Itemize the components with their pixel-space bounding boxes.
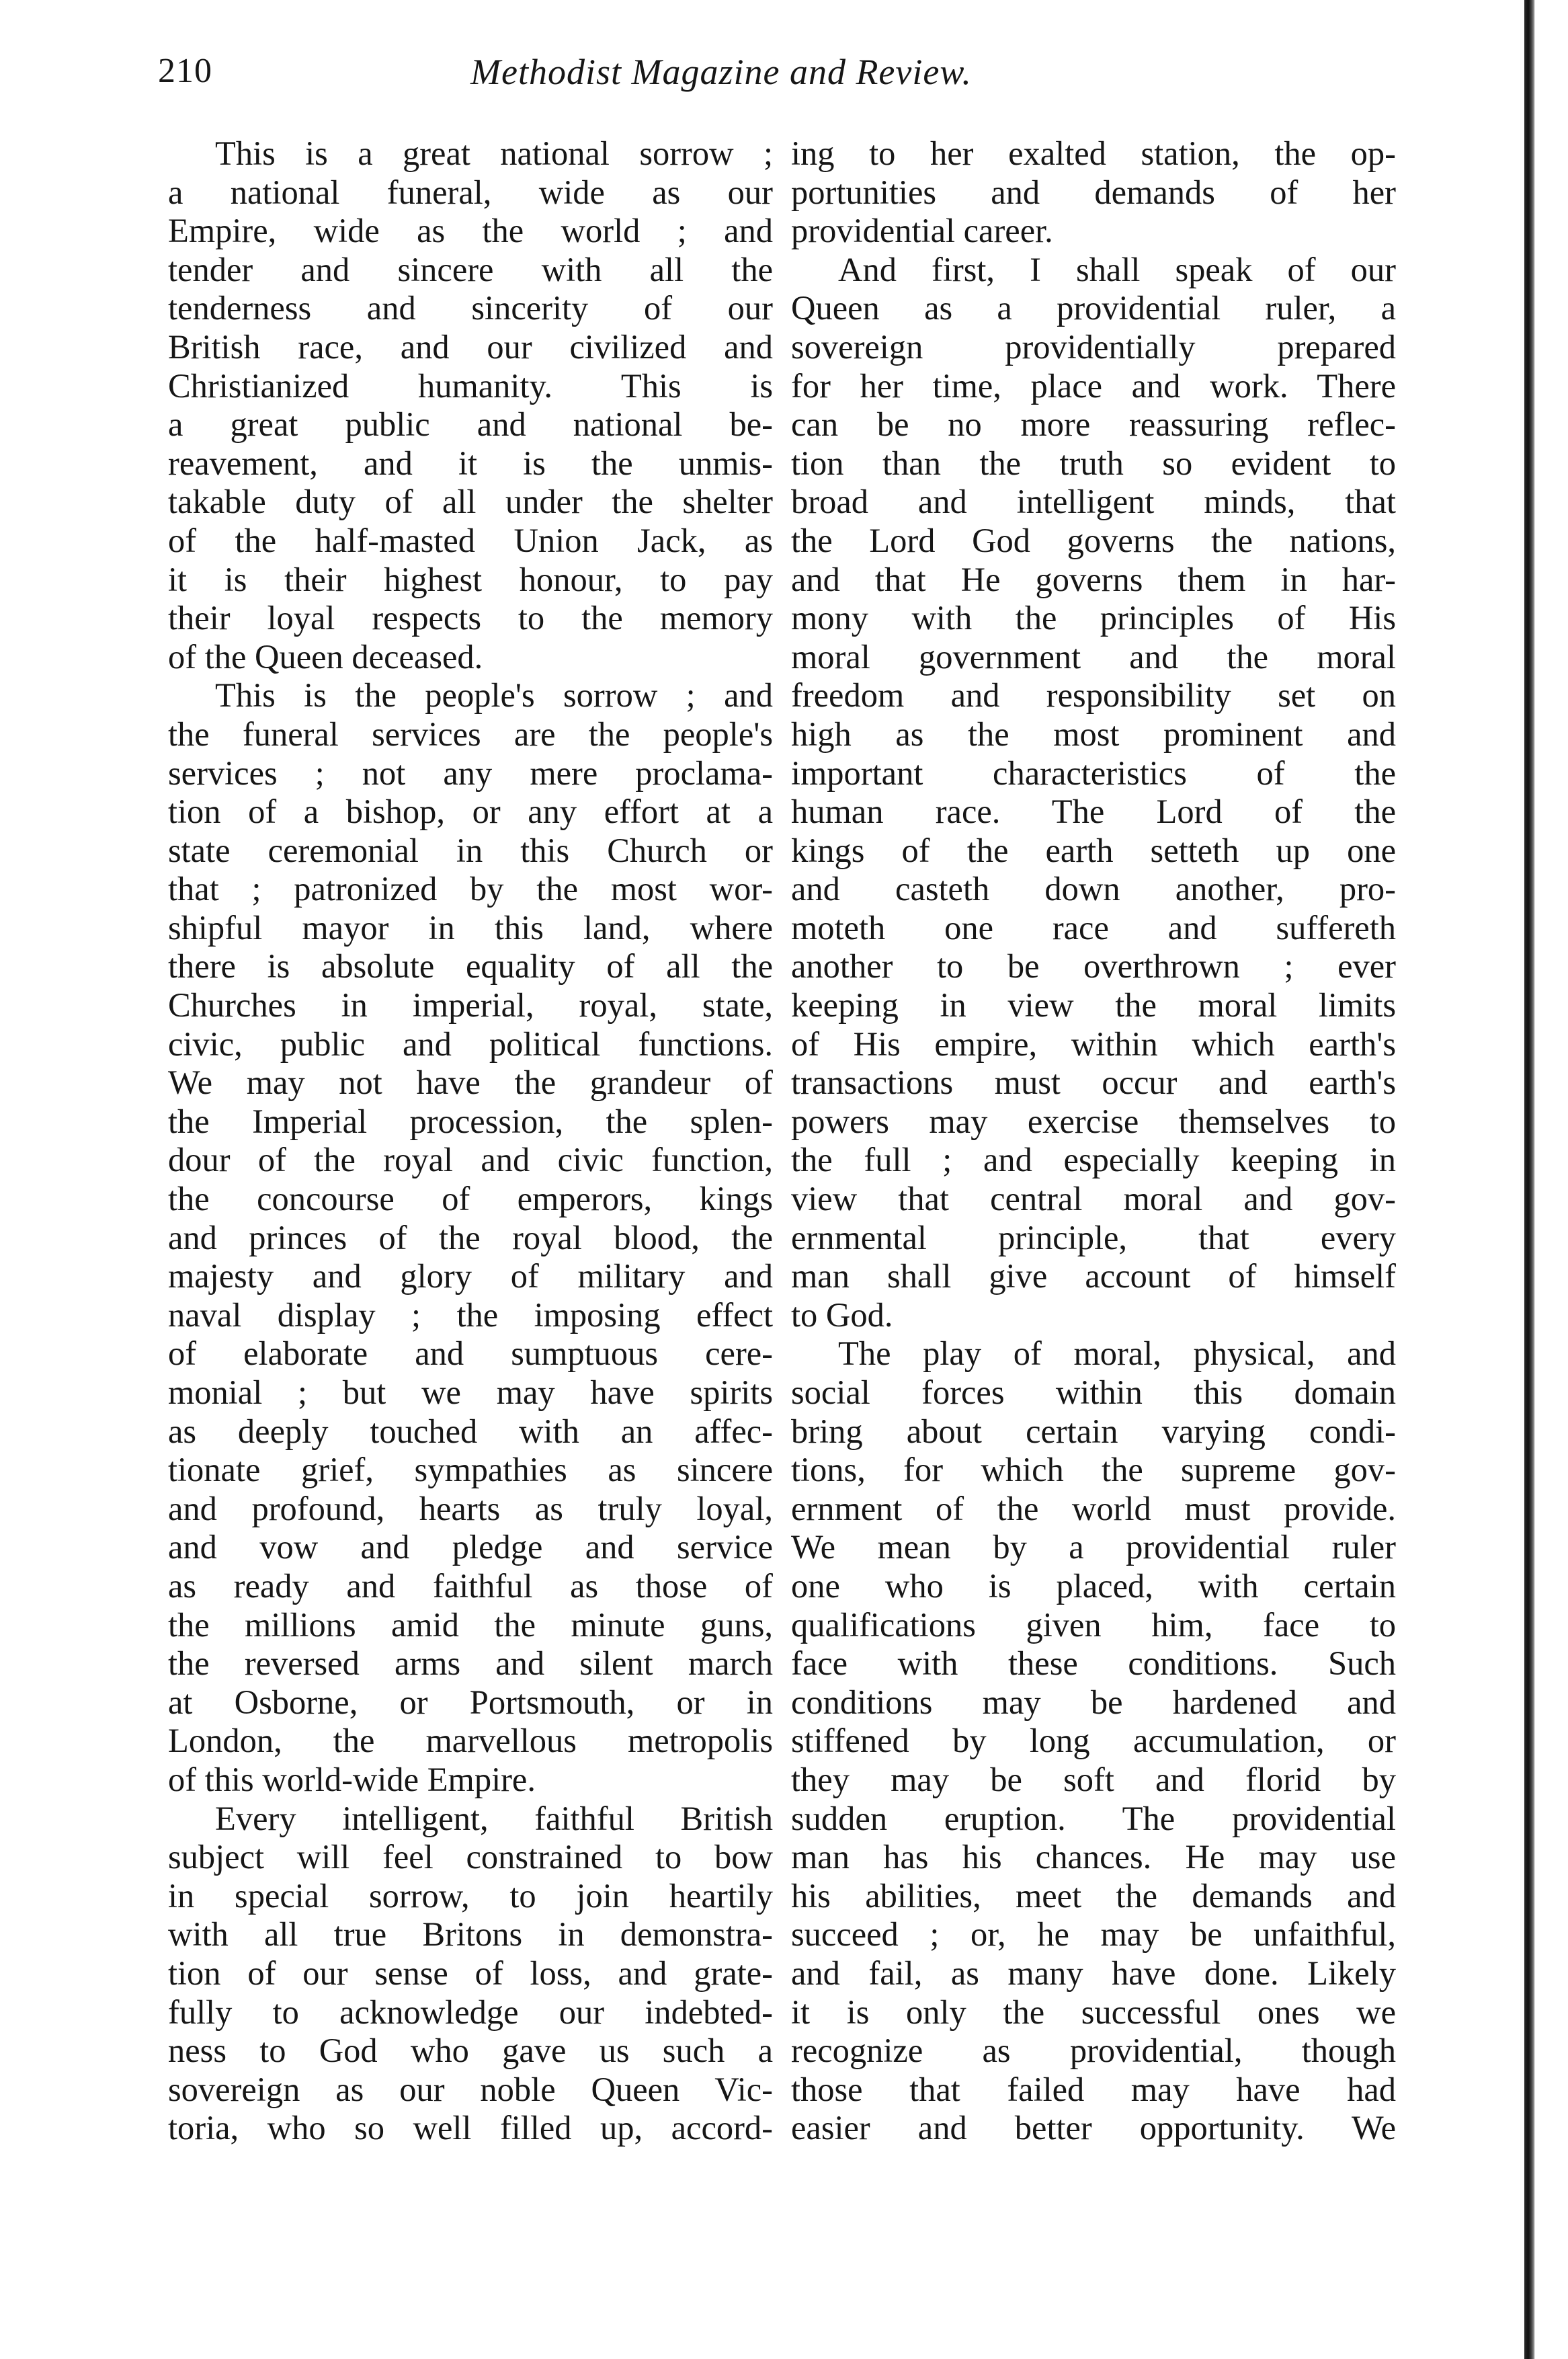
text-line: can be no more reassuring reflec- <box>791 405 1396 444</box>
text-line: tion than the truth so evident to <box>791 444 1396 482</box>
text-line: reavement, and it is the unmis- <box>168 444 773 482</box>
text-line: those that failed may have had <box>791 2070 1396 2108</box>
text-line: tenderness and sincerity of our <box>168 289 773 327</box>
text-line: conditions may be hardened and <box>791 1683 1396 1721</box>
text-line: that ; patronized by the most wor- <box>168 870 773 908</box>
text-line: with all true Britons in demonstra- <box>168 1915 773 1954</box>
text-line: fully to acknowledge our indebted- <box>168 1993 773 2031</box>
text-line: services ; not any mere proclama- <box>168 754 773 792</box>
text-line: qualifications given him, face to <box>791 1605 1396 1644</box>
text-line: tender and sincere with all the <box>168 250 773 288</box>
text-line: Christianized humanity. This is <box>168 366 773 405</box>
text-line: the reversed arms and silent march <box>168 1644 773 1683</box>
text-line: tionate grief, sympathies as sincere <box>168 1451 773 1489</box>
text-line: sovereign providentially prepared <box>791 327 1396 366</box>
text-line: subject will feel constrained to bow <box>168 1838 773 1876</box>
text-line: of this world-wide Empire. <box>168 1760 536 1798</box>
text-line: of His empire, within which earth's <box>791 1025 1396 1063</box>
text-line: monial ; but we may have spirits <box>168 1373 773 1411</box>
text-line: takable duty of all under the shelter <box>168 483 773 521</box>
text-line: for her time, place and work. There <box>791 366 1396 405</box>
text-line: the full ; and especially keeping in <box>791 1141 1396 1179</box>
text-line: sudden eruption. The providential <box>791 1799 1396 1837</box>
text-line: of elaborate and sumptuous cere- <box>168 1334 773 1373</box>
text-line: the funeral services are the people's <box>168 715 773 753</box>
text-line: at Osborne, or Portsmouth, or in <box>168 1683 773 1721</box>
text-line: Churches in imperial, royal, state, <box>168 986 773 1025</box>
text-line: civic, public and political functions. <box>168 1025 773 1063</box>
text-line: their loyal respects to the memory <box>168 599 773 637</box>
text-line: And first, I shall speak of our <box>838 250 1396 288</box>
text-line: Empire, wide as the world ; and <box>168 212 773 250</box>
page-header <box>0 47 1568 108</box>
text-line: and profound, hearts as truly loyal, <box>168 1489 773 1527</box>
text-line: there is absolute equality of all the <box>168 947 773 986</box>
text-line: We mean by a providential ruler <box>791 1528 1396 1566</box>
text-line: transactions must occur and earth's <box>791 1064 1396 1102</box>
text-line: Every intelligent, faithful British <box>215 1799 773 1837</box>
text-line: mony with the principles of His <box>791 599 1396 637</box>
text-line: London, the marvellous metropolis <box>168 1722 773 1760</box>
text-line: tion of a bishop, or any effort at a <box>168 793 773 831</box>
text-line: and that He governs them in har- <box>791 560 1396 598</box>
text-line: the millions amid the minute guns, <box>168 1605 773 1644</box>
text-line: a great public and national be- <box>168 405 773 444</box>
text-line: of the half-masted Union Jack, as <box>168 521 773 559</box>
running-title: Methodist Magazine and Review. <box>470 52 972 92</box>
text-line: and princes of the royal blood, the <box>168 1218 773 1256</box>
right-column <box>791 134 1396 2148</box>
left-column <box>168 134 773 2148</box>
text-line: This is a great national sorrow ; <box>215 134 773 172</box>
text-line: the concourse of emperors, kings <box>168 1180 773 1218</box>
text-line: social forces within this domain <box>791 1373 1396 1411</box>
text-line: British race, and our civilized and <box>168 327 773 366</box>
text-line: tions, for which the supreme gov- <box>791 1451 1396 1489</box>
text-line: his abilities, meet the demands and <box>791 1876 1396 1915</box>
text-line: as deeply touched with an affec- <box>168 1412 773 1450</box>
text-line: Queen as a providential ruler, a <box>791 289 1396 327</box>
text-line: view that central moral and gov- <box>791 1180 1396 1218</box>
text-line: as ready and faithful as those of <box>168 1566 773 1605</box>
text-line: in special sorrow, to join heartily <box>168 1876 773 1915</box>
text-line: another to be overthrown ; ever <box>791 947 1396 986</box>
text-line: The play of moral, physical, and <box>838 1334 1396 1373</box>
text-line: of the Queen deceased. <box>168 637 483 676</box>
text-line: and casteth down another, pro- <box>791 870 1396 908</box>
text-line: powers may exercise themselves to <box>791 1102 1396 1140</box>
text-line: human race. The Lord of the <box>791 793 1396 831</box>
text-line: toria, who so well filled up, accord- <box>168 2109 773 2147</box>
text-line: tion of our sense of loss, and grate- <box>168 1954 773 1992</box>
text-line: they may be soft and florid by <box>791 1760 1396 1798</box>
text-line: sovereign as our noble Queen Vic- <box>168 2070 773 2108</box>
text-line: kings of the earth setteth up one <box>791 831 1396 869</box>
text-line: high as the most prominent and <box>791 715 1396 753</box>
text-line: recognize as providential, though <box>791 2032 1396 2070</box>
text-line: moteth one race and suffereth <box>791 908 1396 947</box>
text-line: shipful mayor in this land, where <box>168 908 773 947</box>
text-line: ernmental principle, that every <box>791 1218 1396 1256</box>
text-line: bring about certain varying condi- <box>791 1412 1396 1450</box>
text-line: face with these conditions. Such <box>791 1644 1396 1683</box>
text-line: ernment of the world must provide. <box>791 1489 1396 1527</box>
text-line: man has his chances. He may use <box>791 1838 1396 1876</box>
text-line: it is only the successful ones we <box>791 1993 1396 2031</box>
text-line: the Lord God governs the nations, <box>791 521 1396 559</box>
text-line: dour of the royal and civic function, <box>168 1141 773 1179</box>
binding-edge <box>1524 0 1535 2359</box>
text-line: broad and intelligent minds, that <box>791 483 1396 521</box>
text-line: man shall give account of himself <box>791 1257 1396 1295</box>
page-number: 210 <box>158 52 212 90</box>
text-line: naval display ; the imposing effect <box>168 1295 773 1334</box>
text-line: and fail, as many have done. Likely <box>791 1954 1396 1992</box>
text-line: a national funeral, wide as our <box>168 173 773 211</box>
text-line: it is their highest honour, to pay <box>168 560 773 598</box>
text-line: majesty and glory of military and <box>168 1257 773 1295</box>
text-line: important characteristics of the <box>791 754 1396 792</box>
text-line: ing to her exalted station, the op- <box>791 134 1396 172</box>
text-line: to God. <box>791 1295 893 1334</box>
text-line: succeed ; or, he may be unfaithful, <box>791 1915 1396 1954</box>
text-line: providential career. <box>791 212 1053 250</box>
text-line: state ceremonial in this Church or <box>168 831 773 869</box>
text-line: portunities and demands of her <box>791 173 1396 211</box>
text-line: the Imperial procession, the splen- <box>168 1102 773 1140</box>
text-line: and vow and pledge and service <box>168 1528 773 1566</box>
text-line: easier and better opportunity. We <box>791 2109 1396 2147</box>
text-line: We may not have the grandeur of <box>168 1064 773 1102</box>
text-line: moral government and the moral <box>791 637 1396 676</box>
text-line: freedom and responsibility set on <box>791 676 1396 715</box>
text-line: stiffened by long accumulation, or <box>791 1722 1396 1760</box>
text-line: one who is placed, with certain <box>791 1566 1396 1605</box>
text-line: keeping in view the moral limits <box>791 986 1396 1025</box>
text-line: This is the people's sorrow ; and <box>215 676 773 715</box>
text-line: ness to God who gave us such a <box>168 2032 773 2070</box>
